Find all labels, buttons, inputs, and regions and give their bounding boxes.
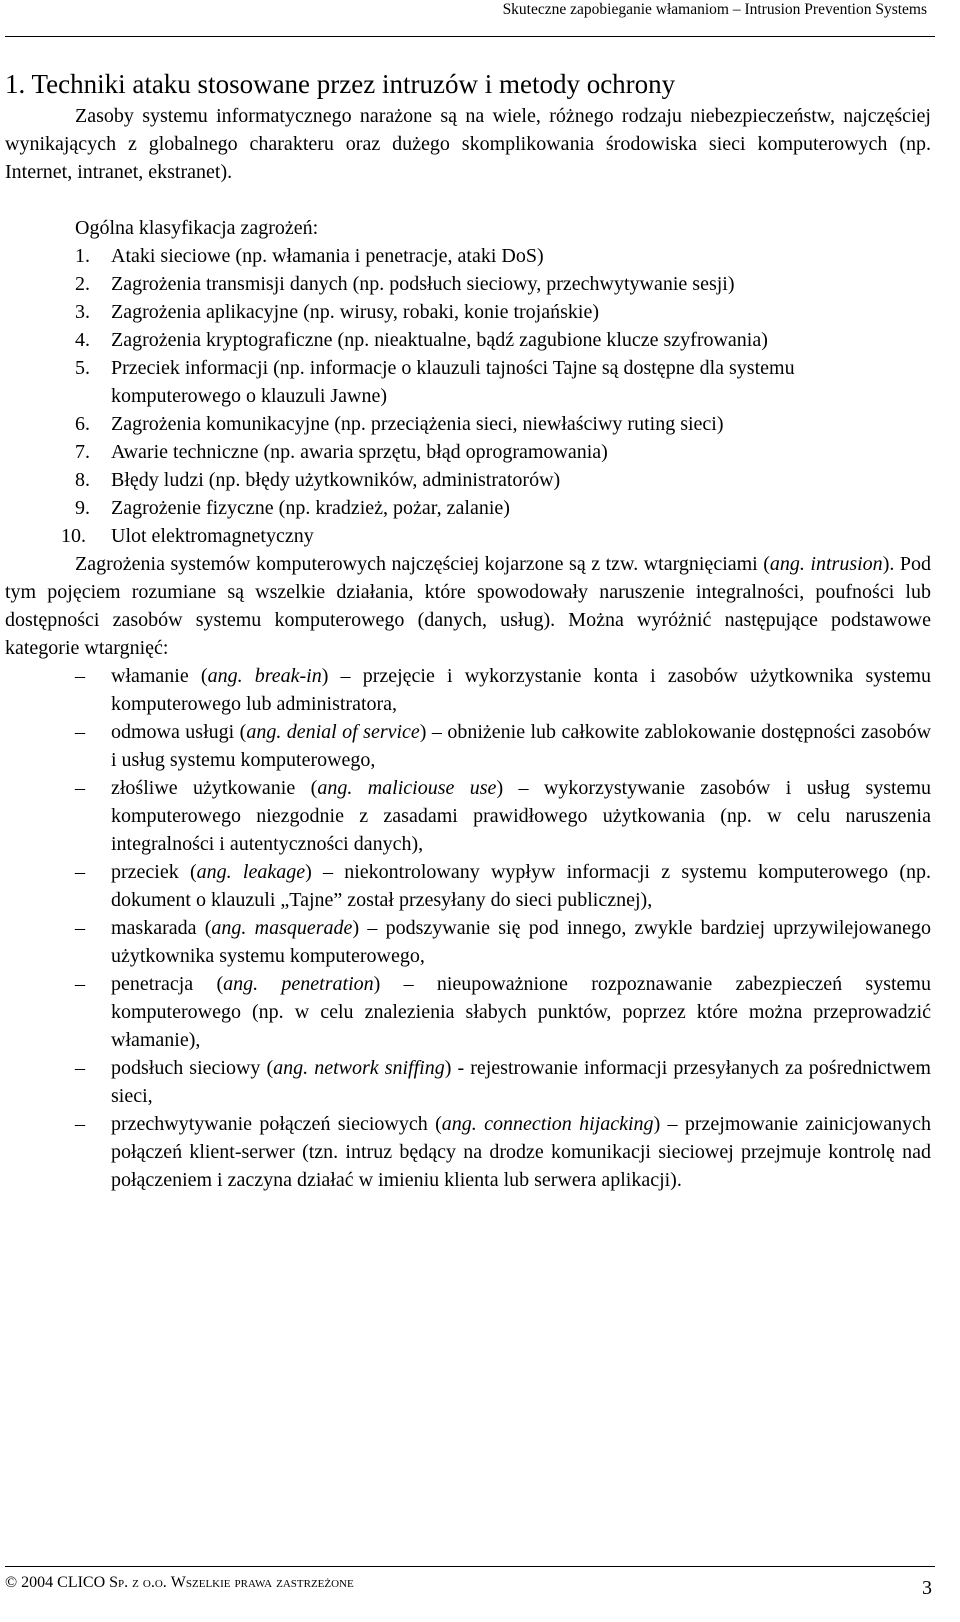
list-item — [75, 270, 931, 298]
item-text: Zagrożenia transmisji danych (np. podsłuch sieciowy, przechwytywanie sesji) — [111, 273, 735, 295]
item-text: Błędy ludzi (np. błędy użytkowników, administratorów) — [111, 469, 561, 491]
list-item — [5, 1054, 931, 1110]
english-term: ang. network sniffing — [273, 1057, 445, 1079]
item-number: 1. — [75, 245, 90, 267]
item-text: Zagrożenia kryptograficzne (np. nieaktualne, bądź zagubione klucze szyfrowania) — [111, 329, 768, 351]
item-text: Ataki sieciowe (np. włamania i penetracje, ataki DoS) — [111, 245, 544, 267]
list-item — [5, 1110, 931, 1194]
category-term: złośliwe użytkowanie ( — [111, 777, 318, 799]
english-term: ang. intrusion — [769, 553, 883, 575]
item-text: Zagrożenie fizyczne (np. kradzież, pożar, zalanie) — [111, 497, 510, 519]
english-term: ang. leakage — [196, 861, 306, 883]
list-item — [75, 326, 931, 354]
item-text: Przeciek informacji (np. informacje o klauzuli tajności Tajne są dostępne dla systemu komputerowego o klauzuli Jawne) — [111, 357, 795, 407]
category-term: podsłuch sieciowy ( — [111, 1057, 274, 1079]
english-term: ang. penetration — [223, 973, 374, 995]
item-number: 5. — [75, 357, 90, 379]
list-item — [5, 662, 931, 718]
rights-text: Wszelkie prawa zastrzeżone — [170, 1574, 354, 1591]
english-term: ang. connection hijacking — [441, 1113, 654, 1135]
category-term: odmowa usługi ( — [111, 721, 247, 743]
item-text: Zagrożenia aplikacyjne (np. wirusy, robaki, konie trojańskie) — [111, 301, 599, 323]
category-description: ) – przejmowanie zainicjowanych połączeń klient-serwer (tzn. intruz będący na drodze komunikacji sieciowej przejmuje kontrolę nad połączeniem i zaczyna działać w imieniu klienta lub serwera aplikacji). — [111, 1113, 931, 1191]
list-item — [61, 522, 931, 550]
list-item — [75, 438, 931, 466]
category-term: przeciek ( — [111, 861, 197, 883]
intrusion-paragraph — [5, 550, 931, 662]
page-number: 3 — [922, 1577, 932, 1599]
list-item — [5, 914, 931, 970]
copyright-text: © 2004 CLICO — [5, 1574, 106, 1591]
list-item — [5, 970, 931, 1054]
item-number: 7. — [75, 441, 90, 463]
category-description: ) – wykorzystywanie zasobów i usług systemu komputerowego niezgodnie z zasadami prawidłowego użytkowania (np. w celu naruszenia integralności i autentyczności danych), — [111, 777, 932, 855]
category-description: ) - rejestrowanie informacji przesyłanych za pośrednictwem sieci, — [111, 1057, 931, 1107]
list-item — [75, 298, 931, 326]
item-text: Ulot elektromagnetyczny — [111, 525, 314, 547]
footer-copyright — [5, 1572, 354, 1594]
dash-bullet: – — [75, 721, 85, 743]
category-description: ) – obniżenie lub całkowite zablokowanie dostępności zasobów i usług systemu komputerowego, — [111, 721, 932, 771]
category-term: penetracja ( — [111, 973, 224, 995]
list-item — [75, 354, 931, 410]
paragraph-text: Zagrożenia systemów komputerowych najczęściej kojarzone są z tzw. wtargnięciami ( — [75, 553, 770, 575]
item-number: 10. — [61, 525, 86, 547]
list-item — [5, 858, 931, 914]
english-term: ang. break-in — [207, 665, 322, 687]
category-description: ) – przejęcie i wykorzystanie konta i zasobów użytkownika systemu komputerowego lub administratora, — [111, 665, 931, 715]
dash-bullet: – — [75, 861, 85, 883]
list-item — [75, 410, 931, 438]
list-item — [5, 774, 931, 858]
classification-title: Ogólna klasyfikacja zagrożeń: — [75, 217, 319, 239]
dash-bullet: – — [75, 665, 85, 687]
list-item — [75, 242, 931, 270]
company-suffix: Sp. z o.o. — [109, 1574, 167, 1591]
category-term: włamanie ( — [111, 665, 208, 687]
category-description: ) – nieupoważnione rozpoznawanie zabezpieczeń systemu komputerowego (np. w celu znalezienia słabych punktów, poprzez które można przeprowadzić włamanie), — [111, 973, 931, 1051]
list-item — [75, 494, 931, 522]
threat-classification — [5, 214, 931, 550]
item-text: Zagrożenia komunikacyjne (np. przeciążenia sieci, niewłaściwy ruting sieci) — [111, 413, 724, 435]
item-number: 8. — [75, 469, 90, 491]
running-title: Skuteczne zapobieganie włamaniom – Intrusion Prevention Systems — [502, 1, 927, 18]
item-number: 4. — [75, 329, 90, 351]
list-item — [5, 718, 931, 774]
page-content — [5, 66, 931, 1194]
item-text: Awarie techniczne (np. awaria sprzętu, błąd oprogramowania) — [111, 441, 608, 463]
paragraph-text: ). Pod tym pojęciem rozumiane są wszelkie działania, które spowodowały naruszenie integralności, poufności lub dostępności zasobów systemu komputerowego (danych, usług). Można wyróżnić następujące podstawowe kategorie wtargnięć: — [5, 553, 931, 659]
threat-list — [61, 242, 931, 550]
category-term: przechwytywanie połączeń sieciowych ( — [111, 1113, 442, 1135]
page-header — [5, 0, 935, 37]
item-number: 6. — [75, 413, 90, 435]
english-term: ang. masquerade — [211, 917, 353, 939]
item-number: 2. — [75, 273, 90, 295]
category-term: maskarada ( — [111, 917, 212, 939]
intro-paragraph: Zasoby systemu informatycznego narażone są na wiele, różnego rodzaju niebezpieczeństw, najczęściej wynikających z globalnego charakteru oraz dużego skomplikowania środowiska sieci komputerowych (np. Internet, intranet, ekstranet). — [5, 105, 931, 183]
category-description: ) – podszywanie się pod innego, zwykle bardziej uprzywilejowanego użytkownika systemu komputerowego, — [111, 917, 932, 967]
dash-bullet: – — [75, 1057, 85, 1079]
category-description: ) – niekontrolowany wypływ informacji z systemu komputerowego (np. dokument o klauzuli „Tajne” został przesyłany do sieci publicznej), — [111, 861, 932, 911]
footer-rule — [5, 1566, 935, 1567]
item-number: 9. — [75, 497, 90, 519]
dash-bullet: – — [75, 1113, 85, 1135]
list-item — [75, 466, 931, 494]
dash-bullet: – — [75, 777, 85, 799]
dash-bullet: – — [75, 917, 85, 939]
english-term: ang. maliciouse use — [317, 777, 497, 799]
dash-bullet: – — [75, 973, 85, 995]
intrusion-categories — [5, 662, 931, 1194]
section-title: 1. Techniki ataku stosowane przez intruzów i metody ochrony — [5, 69, 676, 99]
item-number: 3. — [75, 301, 90, 323]
english-term: ang. denial of service — [246, 721, 420, 743]
